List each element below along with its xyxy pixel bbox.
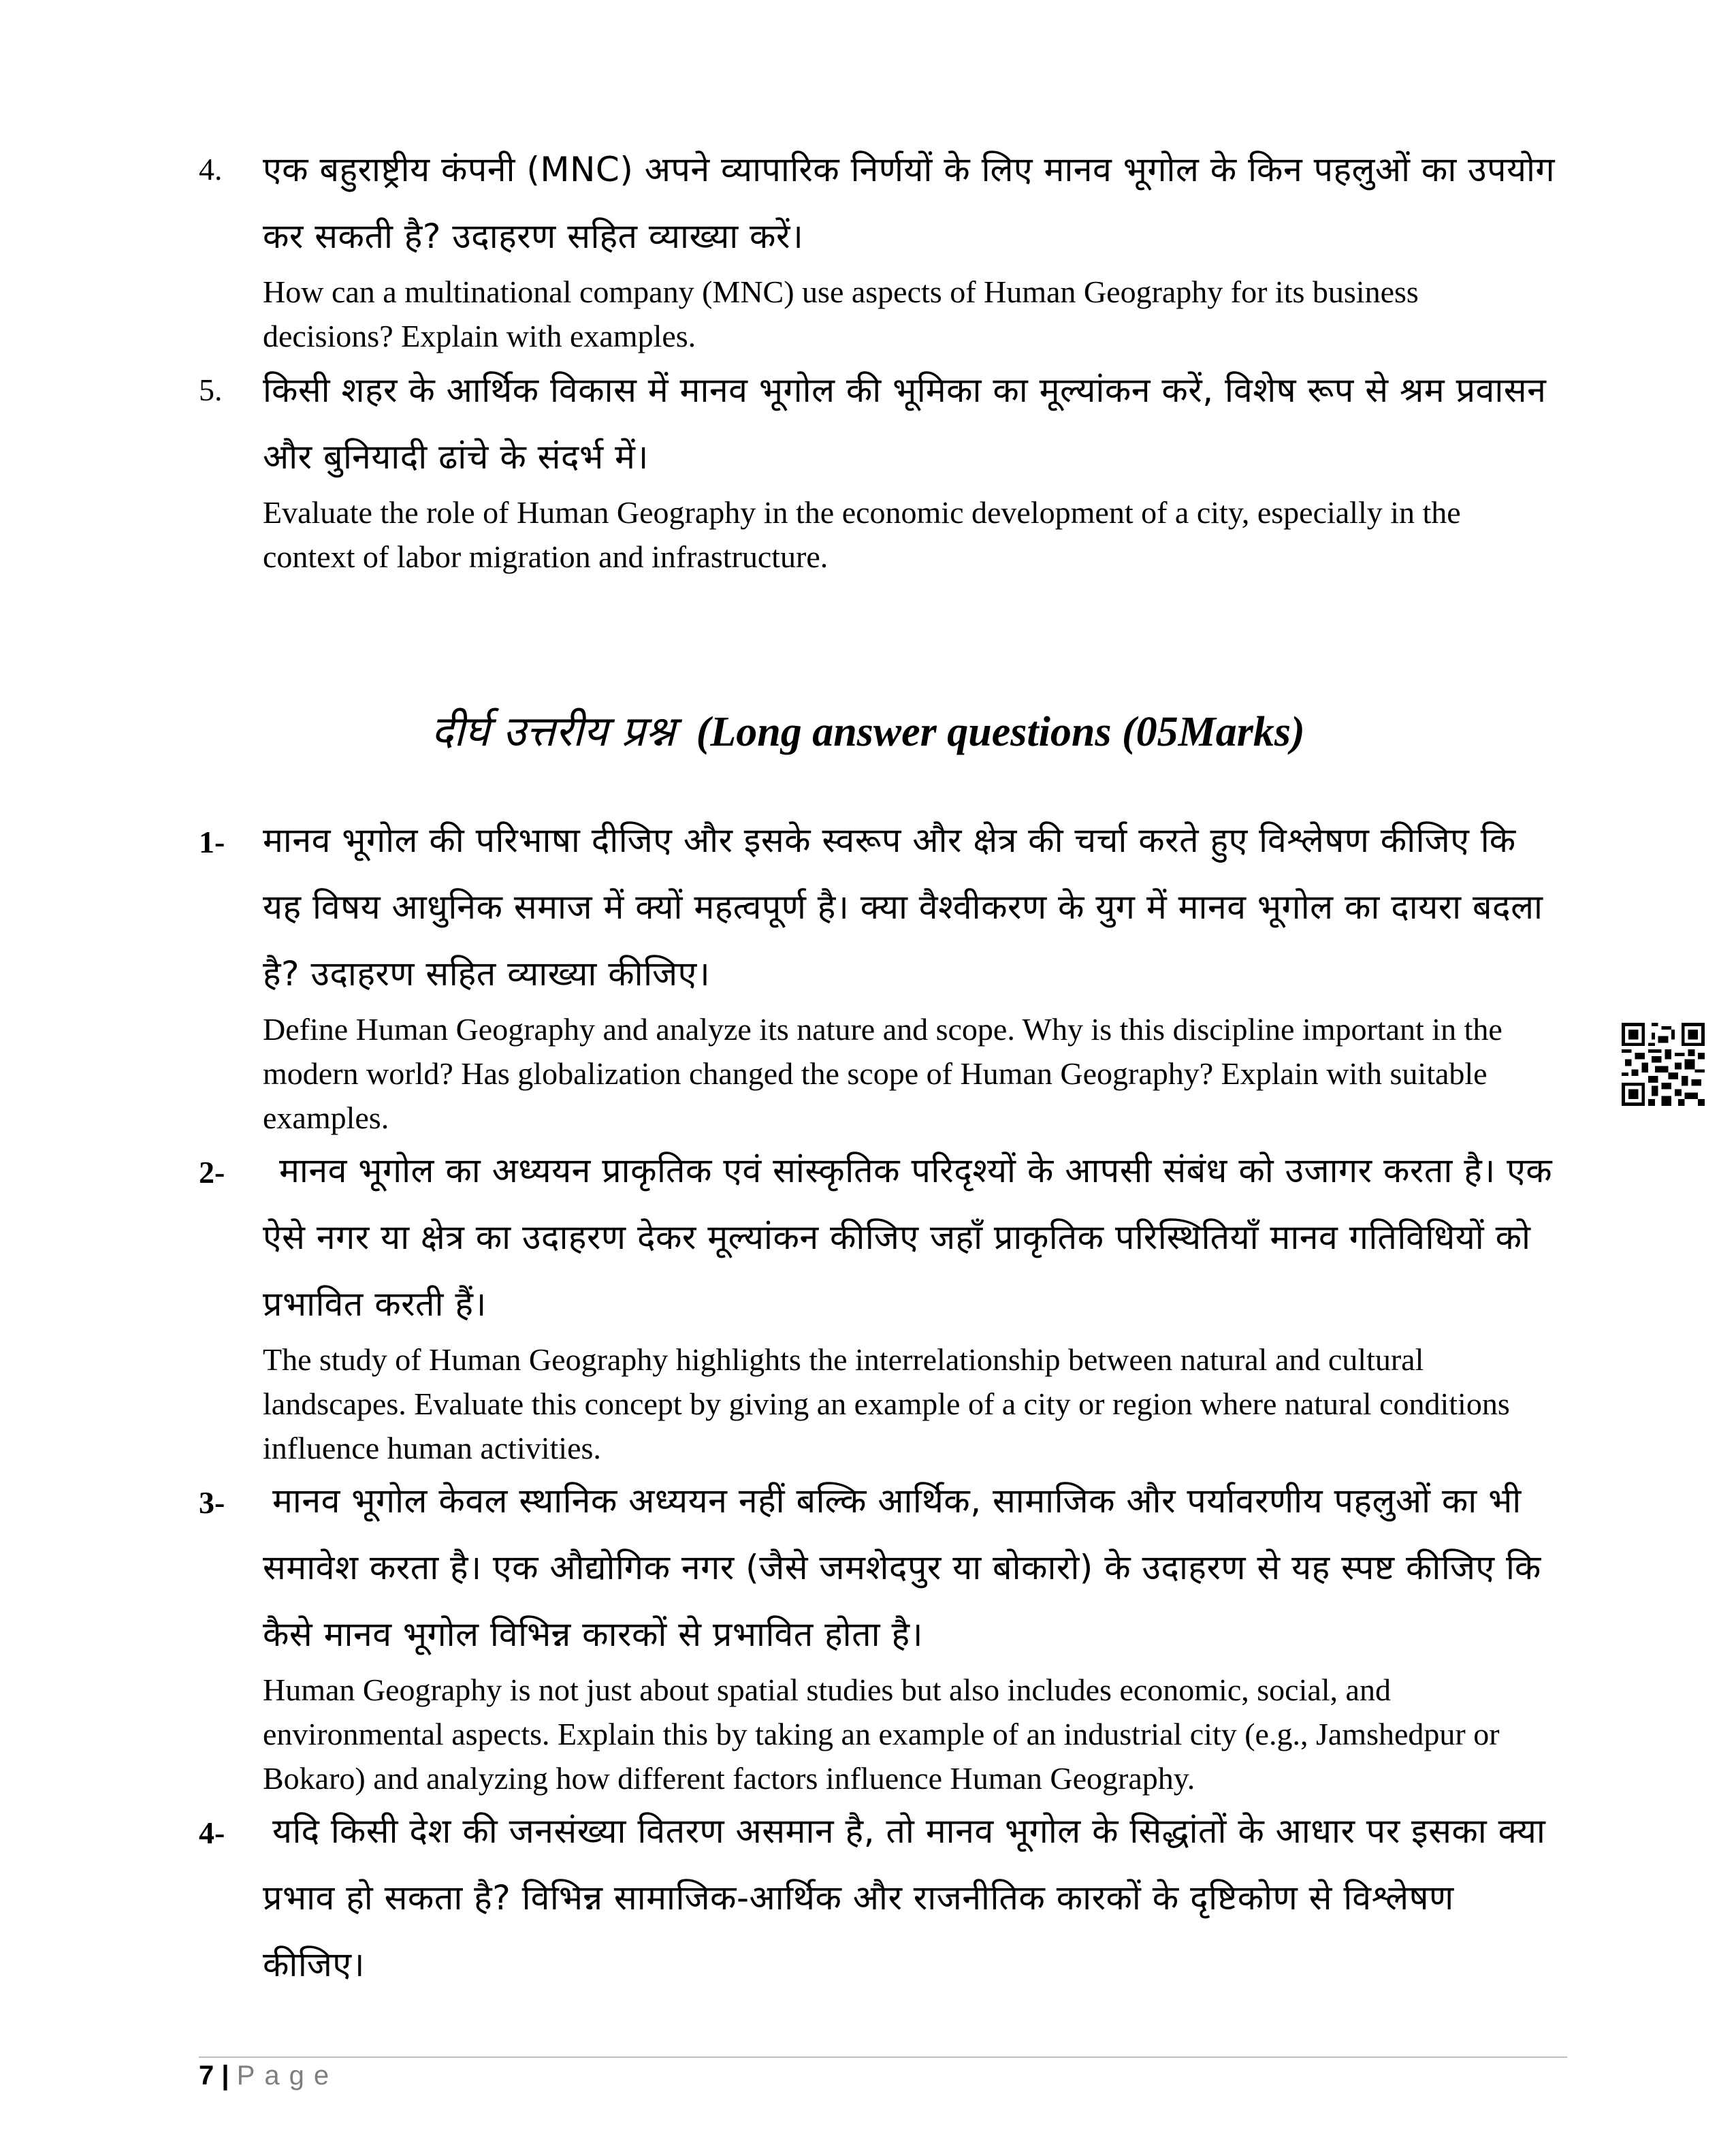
question-number: 3- xyxy=(199,1485,225,1520)
section-heading xyxy=(0,701,1736,759)
footer-separator: | xyxy=(221,2061,229,2091)
question-number: 1- xyxy=(199,825,225,859)
question-number: 4. xyxy=(199,152,223,187)
qr-code-icon xyxy=(1622,1023,1705,1106)
question-english-text: Define Human Geography and analyze its nature and scope. Why is this discipline important in the modern world? Has globalization changed the scope of Human Geography? Explain with suitable examples. xyxy=(263,1012,1502,1135)
question-block xyxy=(263,357,1556,579)
footer-divider xyxy=(199,2056,1567,2058)
question-number: 5. xyxy=(199,372,223,407)
question-number: 2- xyxy=(199,1155,225,1190)
question-hindi-text: एक बहुराष्ट्रीय कंपनी (MNC) अपने व्यापारिक निर्णयों के लिए मानव भूगोल के किन पहलुओं का उपयोग कर सकती है? उदाहरण सहित व्याख्या करें। xyxy=(263,150,1556,256)
question-block xyxy=(263,1798,1556,1998)
question-english-text: The study of Human Geography highlights the interrelationship between natural and cultural landscapes. Evaluate this concept by giving an example of a city or region where natural conditions influence human activities. xyxy=(263,1342,1510,1465)
question-block xyxy=(263,807,1556,1140)
question-hindi-text: मानव भूगोल की परिभाषा दीजिए और इसके स्वरूप और क्षेत्र की चर्चा करते हुए विश्लेषण कीजिए कि यह विषय आधुनिक समाज में क्यों महत्वपूर्ण है। क्या वैश्वीकरण के युग में मानव भूगोल का दायरा बदला है? उदाहरण सहित व्याख्या कीजिए। xyxy=(263,821,1543,994)
question-block xyxy=(263,1467,1556,1800)
page-number: 7 xyxy=(199,2061,214,2091)
question-block xyxy=(263,1137,1556,1470)
question-english-text: Evaluate the role of Human Geography in the economic development of a city, especially in the context of labor migration and infrastructure. xyxy=(263,495,1461,574)
question-hindi-text: यदि किसी देश की जनसंख्या वितरण असमान है, तो मानव भूगोल के सिद्धांतों के आधार पर इसका क्या प्रभाव हो सकता है? विभिन्न सामाजिक-आर्थिक और राजनीतिक कारकों के दृष्टिकोण से विश्लेषण कीजिए। xyxy=(263,1811,1546,1984)
question-hindi-text: मानव भूगोल का अध्ययन प्राकृतिक एवं सांस्कृतिक परिदृश्यों के आपसी संबंध को उजागर करता है। एक ऐसे नगर या क्षेत्र का उदाहरण देकर मूल्यांकन कीजिए जहाँ प्राकृतिक परिस्थितियाँ मानव गतिविधियों को प्रभावित करती हैं। xyxy=(263,1151,1553,1324)
question-hindi-text: मानव भूगोल केवल स्थानिक अध्ययन नहीं बल्कि आर्थिक, सामाजिक और पर्यावरणीय पहलुओं का भी समावेश करता है। एक औद्योगिक नगर (जैसे जमशेदपुर या बोकारो) के उदाहरण से यह स्पष्ट कीजिए कि कैसे मानव भूगोल विभिन्न कारकों से प्रभावित होता है। xyxy=(263,1481,1541,1654)
question-hindi-text: किसी शहर के आर्थिक विकास में मानव भूगोल की भूमिका का मूल्यांकन करें, विशेष रूप से श्रम प्रवासन और बुनियादी ढांचे के संदर्भ में। xyxy=(263,370,1547,477)
section-heading-english: (Long answer questions (05Marks) xyxy=(696,709,1305,755)
question-block xyxy=(263,136,1556,358)
question-english-text: Human Geography is not just about spatial studies but also includes economic, social, and environmental aspects. Explain this by taking an example of an industrial city (e.g., Jamshedpur or Bokaro) and analyzing how different factors influence Human Geography. xyxy=(263,1672,1500,1796)
question-english-text: How can a multinational company (MNC) use aspects of Human Geography for its business decisions? Explain with examples. xyxy=(263,274,1419,353)
section-heading-hindi: दीर्घ उत्तरीय प्रश्न xyxy=(431,706,675,756)
page-footer xyxy=(199,2061,338,2091)
question-number: 4- xyxy=(199,1815,225,1850)
page-label: Page xyxy=(236,2061,339,2091)
